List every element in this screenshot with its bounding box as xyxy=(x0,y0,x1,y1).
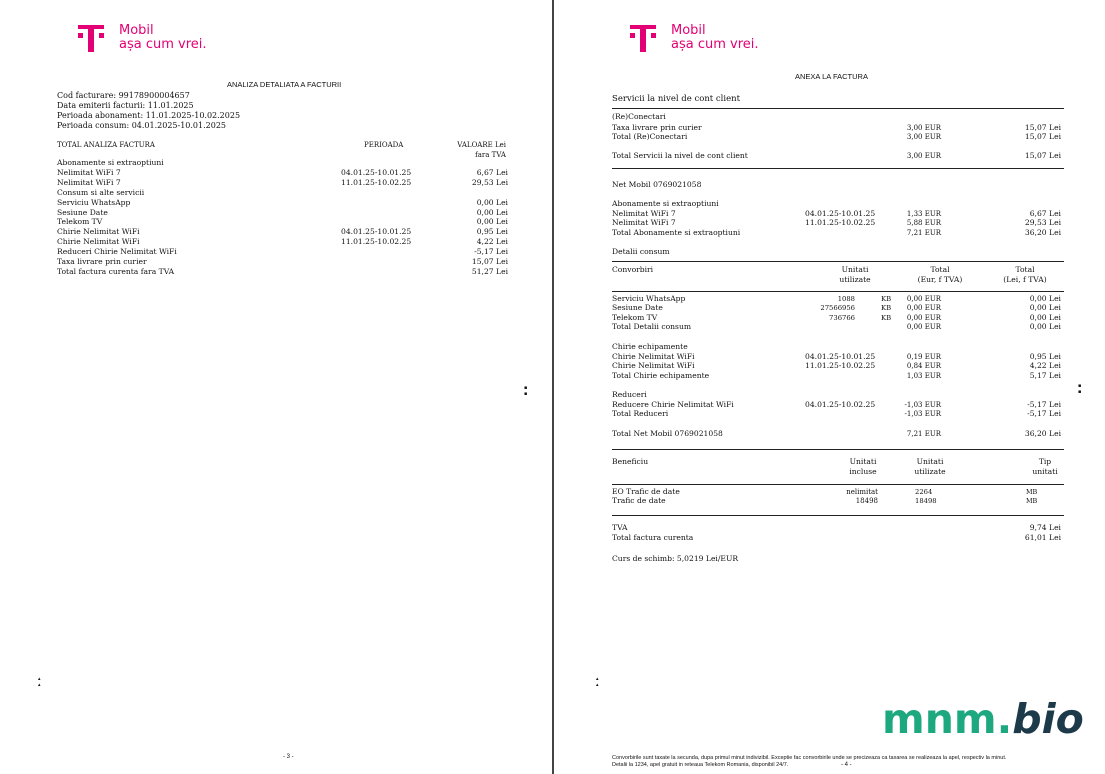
row-lei: 61,01 Lei xyxy=(1024,533,1061,542)
row-label: Total Abonamente si extraoptiuni xyxy=(612,227,741,237)
rule-line xyxy=(612,108,1064,109)
row-label: Chirie Nelimitat WiFi xyxy=(612,361,695,371)
section-title: Chirie echipamente xyxy=(612,342,688,351)
col-header: Convorbiri xyxy=(612,265,654,274)
col-header: Tip xyxy=(1038,457,1052,466)
row-label: Total factura curenta xyxy=(612,533,694,542)
col-header: Total xyxy=(930,265,950,274)
row-label: Chirie Nelimitat WiFi xyxy=(57,227,140,237)
section-title: (Re)Conectari xyxy=(612,112,666,121)
row-label: Consum si alte servicii xyxy=(57,187,145,197)
row-lei: 4,22 Lei xyxy=(1029,361,1061,371)
rule-line xyxy=(612,449,1064,450)
row-eur: 0,19 EUR xyxy=(906,353,941,361)
col-header: incluse xyxy=(849,467,877,476)
page-divider xyxy=(552,0,554,774)
col-header: Beneficiu xyxy=(612,457,649,466)
row-label: Reduceri Chirie Nelimitat WiFi xyxy=(57,247,177,257)
page-number: - 4 - xyxy=(841,762,852,768)
row-label: Total (Re)Conectari xyxy=(612,132,688,142)
row-value: 15,07 Lei xyxy=(471,257,508,266)
row-unit: KB xyxy=(881,295,892,303)
rule-line xyxy=(612,515,1064,516)
invoice-page-3 xyxy=(0,0,552,774)
page-mark: ▪ ▪ xyxy=(524,385,528,397)
row-lei: 36,20 Lei xyxy=(1024,227,1061,237)
row-label: Abonamente si extraoptiuni xyxy=(57,158,164,167)
row-unit-type: MB xyxy=(1026,497,1038,506)
row-units: 1088 xyxy=(837,295,855,303)
rule-line xyxy=(612,291,1064,292)
logo-line1: Mobil xyxy=(671,23,706,38)
telekom-logo xyxy=(74,21,207,55)
row-label: Reducere Chirie Nelimitat WiFi xyxy=(612,400,734,409)
page-title: ANEXA LA FACTURA xyxy=(795,72,868,81)
row-lei: -5,17 Lei xyxy=(1027,409,1061,419)
row-eur: 0,84 EUR xyxy=(906,362,941,371)
row-eur: -1,03 EUR xyxy=(904,410,941,419)
section-title: Abonamente si extraoptiuni xyxy=(612,199,719,208)
row-label: Nelimitat WiFi 7 xyxy=(57,177,121,187)
account-services-title: Servicii la nivel de cont client xyxy=(612,94,741,104)
row-period: 04.01.25-10.01.25 xyxy=(341,167,412,177)
row-eur: -1,03 EUR xyxy=(904,401,941,409)
row-lei: 6,67 Lei xyxy=(1029,209,1061,218)
section-title: Net Mobil 0769021058 xyxy=(612,180,702,189)
telekom-t-icon xyxy=(626,21,662,55)
row-period: 04.01.25-10.01.25 xyxy=(341,227,412,237)
page-title: ANALIZA DETALIATA A FACTURII xyxy=(227,80,342,89)
row-value: 0,00 Lei xyxy=(476,207,508,217)
row-lei: 0,00 Lei xyxy=(1029,312,1061,322)
invoice-code: Cod facturare: 99178900004657 xyxy=(57,91,190,100)
row-lei: 15,07 Lei xyxy=(1024,123,1061,132)
col-header: unitati xyxy=(1032,467,1058,476)
row-unit-type: MB xyxy=(1026,488,1038,496)
row-value: 6,67 Lei xyxy=(476,167,508,177)
row-eur: 3,00 EUR xyxy=(906,133,941,142)
row-label: Serviciu WhatsApp xyxy=(612,294,686,303)
row-lei: 9,74 Lei xyxy=(1029,523,1061,532)
page-mark: ▴ ▴ xyxy=(596,676,599,688)
row-label: Sesiune Date xyxy=(612,303,663,313)
rule-line xyxy=(612,168,1064,169)
logo-line1: Mobil xyxy=(119,23,154,38)
row-value: -5,17 Lei xyxy=(474,247,508,257)
row-value: 4,22 Lei xyxy=(476,237,508,247)
row-label: Serviciu WhatsApp xyxy=(57,197,131,207)
row-lei: 36,20 Lei xyxy=(1024,429,1061,438)
telekom-t-icon xyxy=(74,21,110,55)
row-lei: 0,95 Lei xyxy=(1029,352,1061,361)
issue-date: Data emiterii facturii: 11.01.2025 xyxy=(57,101,194,110)
row-lei: 15,07 Lei xyxy=(1024,151,1061,160)
row-period: 11.01.25-10.02.25 xyxy=(805,361,876,371)
col-value-header-2: fara TVA xyxy=(475,151,506,159)
row-eur: 3,00 EUR xyxy=(906,152,941,160)
row-value: 0,95 Lei xyxy=(476,227,508,237)
row-eur: 0,00 EUR xyxy=(906,295,941,303)
row-eur: 7,21 EUR xyxy=(906,228,941,237)
subscription-period: Perioada abonament: 11.01.2025-10.02.2025 xyxy=(57,111,241,120)
row-eur: 0,00 EUR xyxy=(906,313,941,322)
page-mark: ▪ ▪ xyxy=(1078,383,1082,395)
row-eur: 5,88 EUR xyxy=(906,219,941,228)
rule-line xyxy=(612,261,1064,262)
col-header: (Lei, f TVA) xyxy=(1003,275,1047,284)
row-lei: 15,07 Lei xyxy=(1024,132,1061,142)
col-total-header: TOTAL ANALIZA FACTURA xyxy=(57,141,155,149)
row-included: nelimitat xyxy=(846,488,878,496)
col-header: Unitati xyxy=(916,457,944,466)
row-unit: KB xyxy=(881,313,892,322)
row-lei: -5,17 Lei xyxy=(1027,400,1061,409)
row-label: Trafic de date xyxy=(612,496,666,506)
col-value-header: VALOARE Lei xyxy=(457,141,506,149)
row-label: Taxa livrare prin curier xyxy=(612,123,702,132)
consumption-period: Perioada consum: 04.01.2025-10.01.2025 xyxy=(57,121,227,130)
row-label: Total factura curenta fara TVA xyxy=(57,266,175,276)
row-eur: 0,00 EUR xyxy=(906,304,941,313)
invoice-page-4 xyxy=(555,0,1105,774)
row-period: 11.01.25-10.02.25 xyxy=(805,218,876,228)
row-lei: 29,53 Lei xyxy=(1024,218,1061,228)
row-lei: 0,00 Lei xyxy=(1029,322,1061,332)
row-label: Telekom TV xyxy=(612,312,658,322)
page-mark: ▴ ▴ xyxy=(38,676,41,688)
row-label: TVA xyxy=(612,523,628,532)
row-eur: 1,03 EUR xyxy=(906,371,941,380)
row-label: Chirie Nelimitat WiFi xyxy=(612,352,695,361)
footer-note-2: Detalii la 1234, apel gratuit in reteaua Telekom Romania, disponibil 24/7. xyxy=(612,762,789,768)
row-label: Nelimitat WiFi 7 xyxy=(612,218,676,228)
row-value: 29,53 Lei xyxy=(471,177,508,187)
row-units: 736766 xyxy=(829,313,855,322)
row-label: Taxa livrare prin curier xyxy=(57,257,147,266)
row-eur: 0,00 EUR xyxy=(906,323,941,332)
row-value: 0,00 Lei xyxy=(476,197,508,207)
row-period: 04.01.25-10.01.25 xyxy=(805,352,876,361)
logo-line2: așa cum vrei. xyxy=(671,37,759,52)
row-label: Total Reduceri xyxy=(612,409,669,419)
row-label: Nelimitat WiFi 7 xyxy=(57,167,121,177)
row-used: 2264 xyxy=(915,488,933,496)
row-period: 11.01.25-10.02.25 xyxy=(341,237,412,247)
row-eur: 3,00 EUR xyxy=(906,124,941,132)
row-label: Sesiune Date xyxy=(57,207,108,217)
page-number: - 3 - xyxy=(283,754,294,760)
row-value: 51,27 Lei xyxy=(471,266,508,276)
row-label: Chirie Nelimitat WiFi xyxy=(57,237,140,247)
row-label: Total Servicii la nivel de cont client xyxy=(612,151,748,160)
col-header: Unitati xyxy=(841,265,869,274)
footer-note-1: Convorbirile sunt taxate la secunda, dupa primul minut indivizibil. Exceptie fac convorbirile unde se precizeaza ca taxarea se realizeaza la apel, respectiv la minut. xyxy=(612,755,1007,761)
row-period: 04.01.25-10.02.25 xyxy=(805,400,876,409)
row-period: 04.01.25-10.01.25 xyxy=(805,209,876,218)
col-header: utilizate xyxy=(914,467,946,476)
exchange-rate: Curs de schimb: 5,0219 Lei/EUR xyxy=(612,554,739,563)
col-header: (Eur, f TVA) xyxy=(917,275,963,284)
row-lei: 5,17 Lei xyxy=(1029,370,1061,380)
telekom-logo xyxy=(626,21,759,55)
section-title: Detalii consum xyxy=(612,247,670,256)
row-lei: 0,00 Lei xyxy=(1029,303,1061,313)
row-eur: 7,21 EUR xyxy=(906,430,941,438)
row-label: EO Trafic de date xyxy=(612,487,680,496)
col-header: Total xyxy=(1015,265,1035,274)
row-units: 27566956 xyxy=(820,304,855,313)
row-label: Telekom TV xyxy=(57,217,103,227)
row-value: 0,00 Lei xyxy=(476,217,508,227)
rule-line xyxy=(612,484,1064,485)
row-label: Total Net Mobil 0769021058 xyxy=(612,429,723,438)
col-header: Unitati xyxy=(849,457,877,466)
row-eur: 1,33 EUR xyxy=(906,210,941,218)
mnm-bio-watermark: mnm.bio xyxy=(882,695,1084,743)
col-period-header: PERIOADA xyxy=(364,141,404,149)
row-included: 18498 xyxy=(855,497,878,506)
row-label: Total Chirie echipamente xyxy=(612,370,710,380)
col-header: utilizate xyxy=(839,275,871,284)
row-used: 18498 xyxy=(915,497,937,506)
row-label: Nelimitat WiFi 7 xyxy=(612,209,676,218)
section-title: Reduceri xyxy=(612,390,647,399)
row-unit: KB xyxy=(881,304,892,313)
logo-line2: așa cum vrei. xyxy=(119,37,207,52)
row-label: Total Detalii consum xyxy=(612,322,692,332)
row-lei: 0,00 Lei xyxy=(1029,294,1061,303)
row-period: 11.01.25-10.02.25 xyxy=(341,177,412,187)
